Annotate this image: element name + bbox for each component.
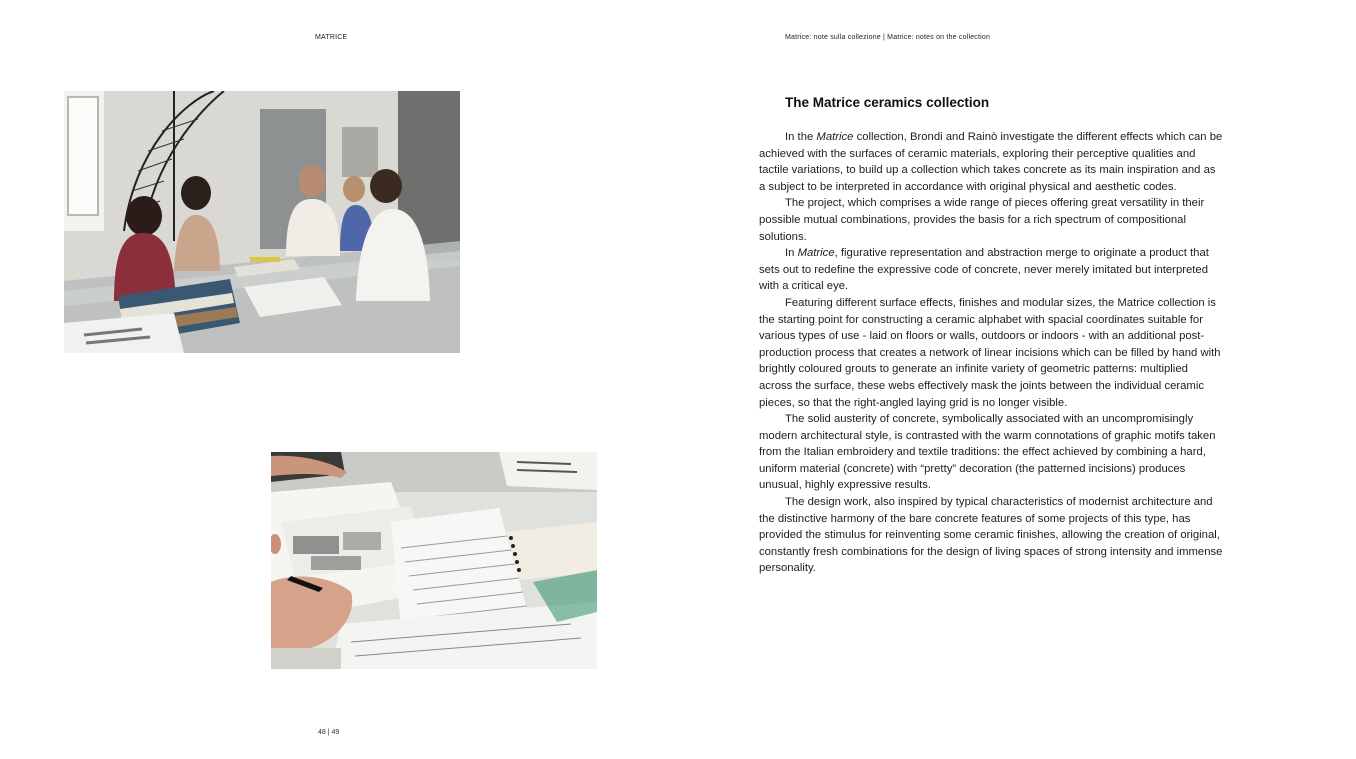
article-body bbox=[759, 94, 1224, 577]
running-head-left: MATRICE bbox=[315, 34, 348, 41]
photo-drawings-illustration bbox=[271, 452, 597, 669]
article-paragraph-2 bbox=[759, 195, 1224, 245]
photo-design-meeting bbox=[64, 91, 460, 353]
article-paragraph-4 bbox=[759, 295, 1224, 411]
page-numbers: 48 | 49 bbox=[318, 729, 340, 736]
article-title: The Matrice ceramics collection bbox=[785, 95, 990, 110]
paragraph-text: The project, which comprises a wide range of pieces offering great versatility in their possible mutual combinations, provides the basis for a rich spectrum of compositional solutions. bbox=[759, 197, 1205, 243]
paragraph-text: In the bbox=[785, 131, 817, 143]
paragraph-text: , figurative representation and abstraction merge to originate a product that sets out to redefine the expressive code of concrete, never merely imitated but interpreted with a critical eye. bbox=[759, 247, 1209, 293]
article-paragraph-1 bbox=[759, 129, 1224, 195]
paragraph-text: collection, Brondi and Rainò investigate the different effects which can be achieved with the surfaces of ceramic materials, exploring their perceptive qualities and tactile variations, to build up a collection which takes concrete as its main inspiration and as a subject to be interpreted in accordance with original physical and aesthetic codes. bbox=[759, 131, 1223, 193]
paragraph-italic-term: Matrice bbox=[816, 131, 854, 143]
paragraph-text: The design work, also inspired by typical characteristics of modernist architecture and the distinctive harmony of the bare concrete features of some projects of this type, has provided the stimulus for reinventing some ceramic finishes, allowing the creation of original, constantly fresh combinations for the design of living spaces of strong intensity and immense personality. bbox=[759, 496, 1223, 575]
paragraph-text: In bbox=[785, 247, 798, 260]
article-paragraph-5 bbox=[759, 411, 1224, 494]
article-paragraph-6 bbox=[759, 494, 1224, 577]
photo-drawing-sheets bbox=[271, 452, 597, 669]
paragraph-text: Featuring different surface effects, finishes and modular sizes, the Matrice collection is the starting point for constructing a ceramic alphabet with spacial coordinates suitable for various types of use - laid on floors or walls, outdoors or indoors - with an additional post-production process that creates a network of linear incisions which can be filled by hand with brightly coloured grouts to generate an infinite variety of geometric patterns: multiplied across the surface, these webs effectively mask the joints between the individual ceramic pieces, so that the right-angled laying grid is no longer visible. bbox=[759, 296, 1221, 409]
paragraph-text: The solid austerity of concrete, symbolically associated with an uncompromisingly modern architectural style, is contrasted with the warm connotations of graphic motifs taken from the Italian embroidery and textile traditions: the effect achieved by combining a hard, uniform material (concrete) with “pretty” decoration (the patterned incisions) produces unusual, highly expressive results. bbox=[759, 413, 1216, 492]
photo-meeting-illustration bbox=[64, 91, 460, 353]
article-paragraph-3 bbox=[759, 245, 1224, 295]
paragraph-italic-term: Matrice bbox=[797, 247, 835, 260]
running-head-right: Matrice: note sulla collezione | Matrice: notes on the collection bbox=[785, 34, 991, 41]
